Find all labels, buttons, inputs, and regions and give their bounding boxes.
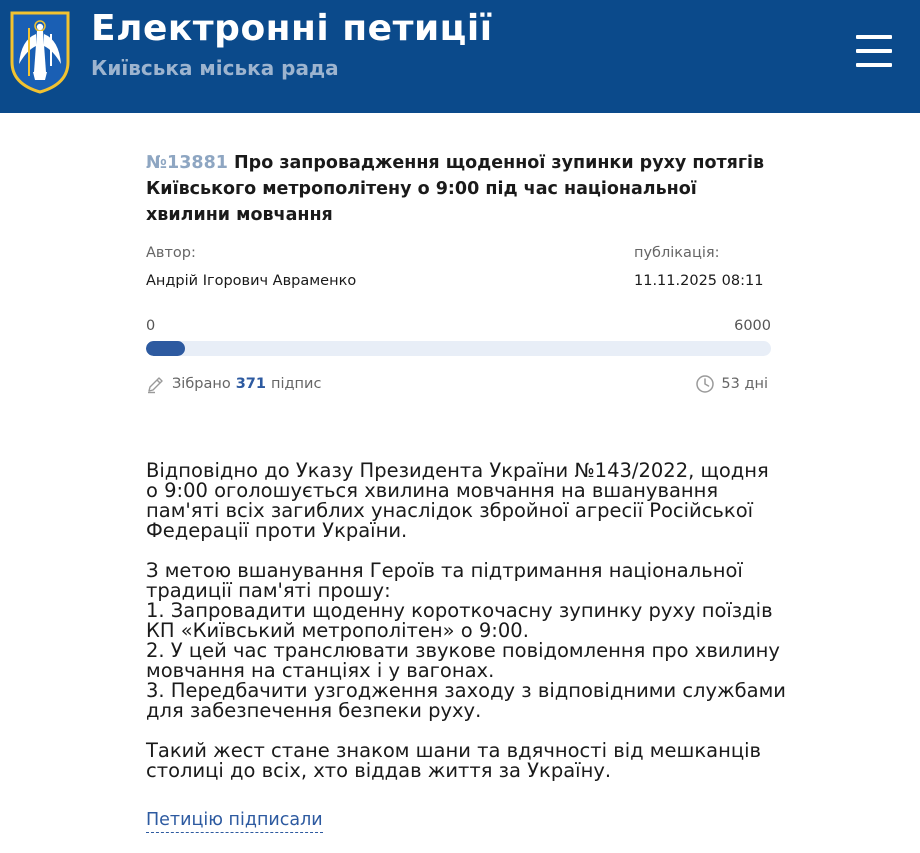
hamburger-menu-icon[interactable] [852,33,894,69]
published-date: 11.11.2025 08:11 [634,273,764,289]
progress-max-label: 6000 [734,318,771,334]
signatures-collected [146,374,321,394]
published-label: публікація: [634,245,720,261]
signature-progress-bar [146,341,771,356]
collected-prefix: Зібрано [172,376,231,392]
site-header [0,0,920,113]
petition-title [146,150,786,228]
clock-icon [695,374,715,394]
author-name: Андрій Ігорович Авраменко [146,273,357,289]
site-title[interactable]: Електронні петиції [91,8,493,49]
body-paragraph: Відповідно до Указу Президента України №143/2022, щодня о 9:00 оголошується хвилина мовчання на вшанування пам'яті всіх загиблих унаслідок збройної агресії Російської Федерації проти України. [146,459,769,542]
site-subtitle: Київська міська рада [91,56,339,80]
body-paragraph: Такий жест стане знаком шани та вдячності від мешканців столиці до всіх, хто віддав життя за Україну. [146,739,762,782]
author-label: Автор: [146,245,196,261]
collected-count: 371 [235,376,266,392]
signatures-link[interactable]: Петицію підписали [146,810,323,833]
days-left: 53 дні [721,376,768,392]
body-paragraph: З метою вшанування Героїв та підтримання національної традиції пам'яті прошу: 1. Запровадити щоденну короткочасну зупинку руху поїздів КП «Київський метрополітен» о 9:00. 2. У цей час транслювати звукове повідомлення про хвилину мовчання на станціях і у вагонах. 3. Передбачити узгодження заходу з відповідними службами для забезпечення безпеки руху. [146,559,786,722]
collected-suffix: підпис [271,376,322,392]
petition-number: №13881 [146,153,228,173]
petition-body [146,461,786,801]
petition-title-text: Про запровадження щоденної зупинки руху потягів Київського метрополітену о 9:00 під час національної хвилини мовчання [146,153,765,225]
progress-min-label: 0 [146,318,156,334]
days-remaining [695,374,768,394]
pen-icon [146,374,166,394]
kyiv-coat-of-arms-icon[interactable] [9,10,71,94]
signature-progress-fill [146,341,185,356]
